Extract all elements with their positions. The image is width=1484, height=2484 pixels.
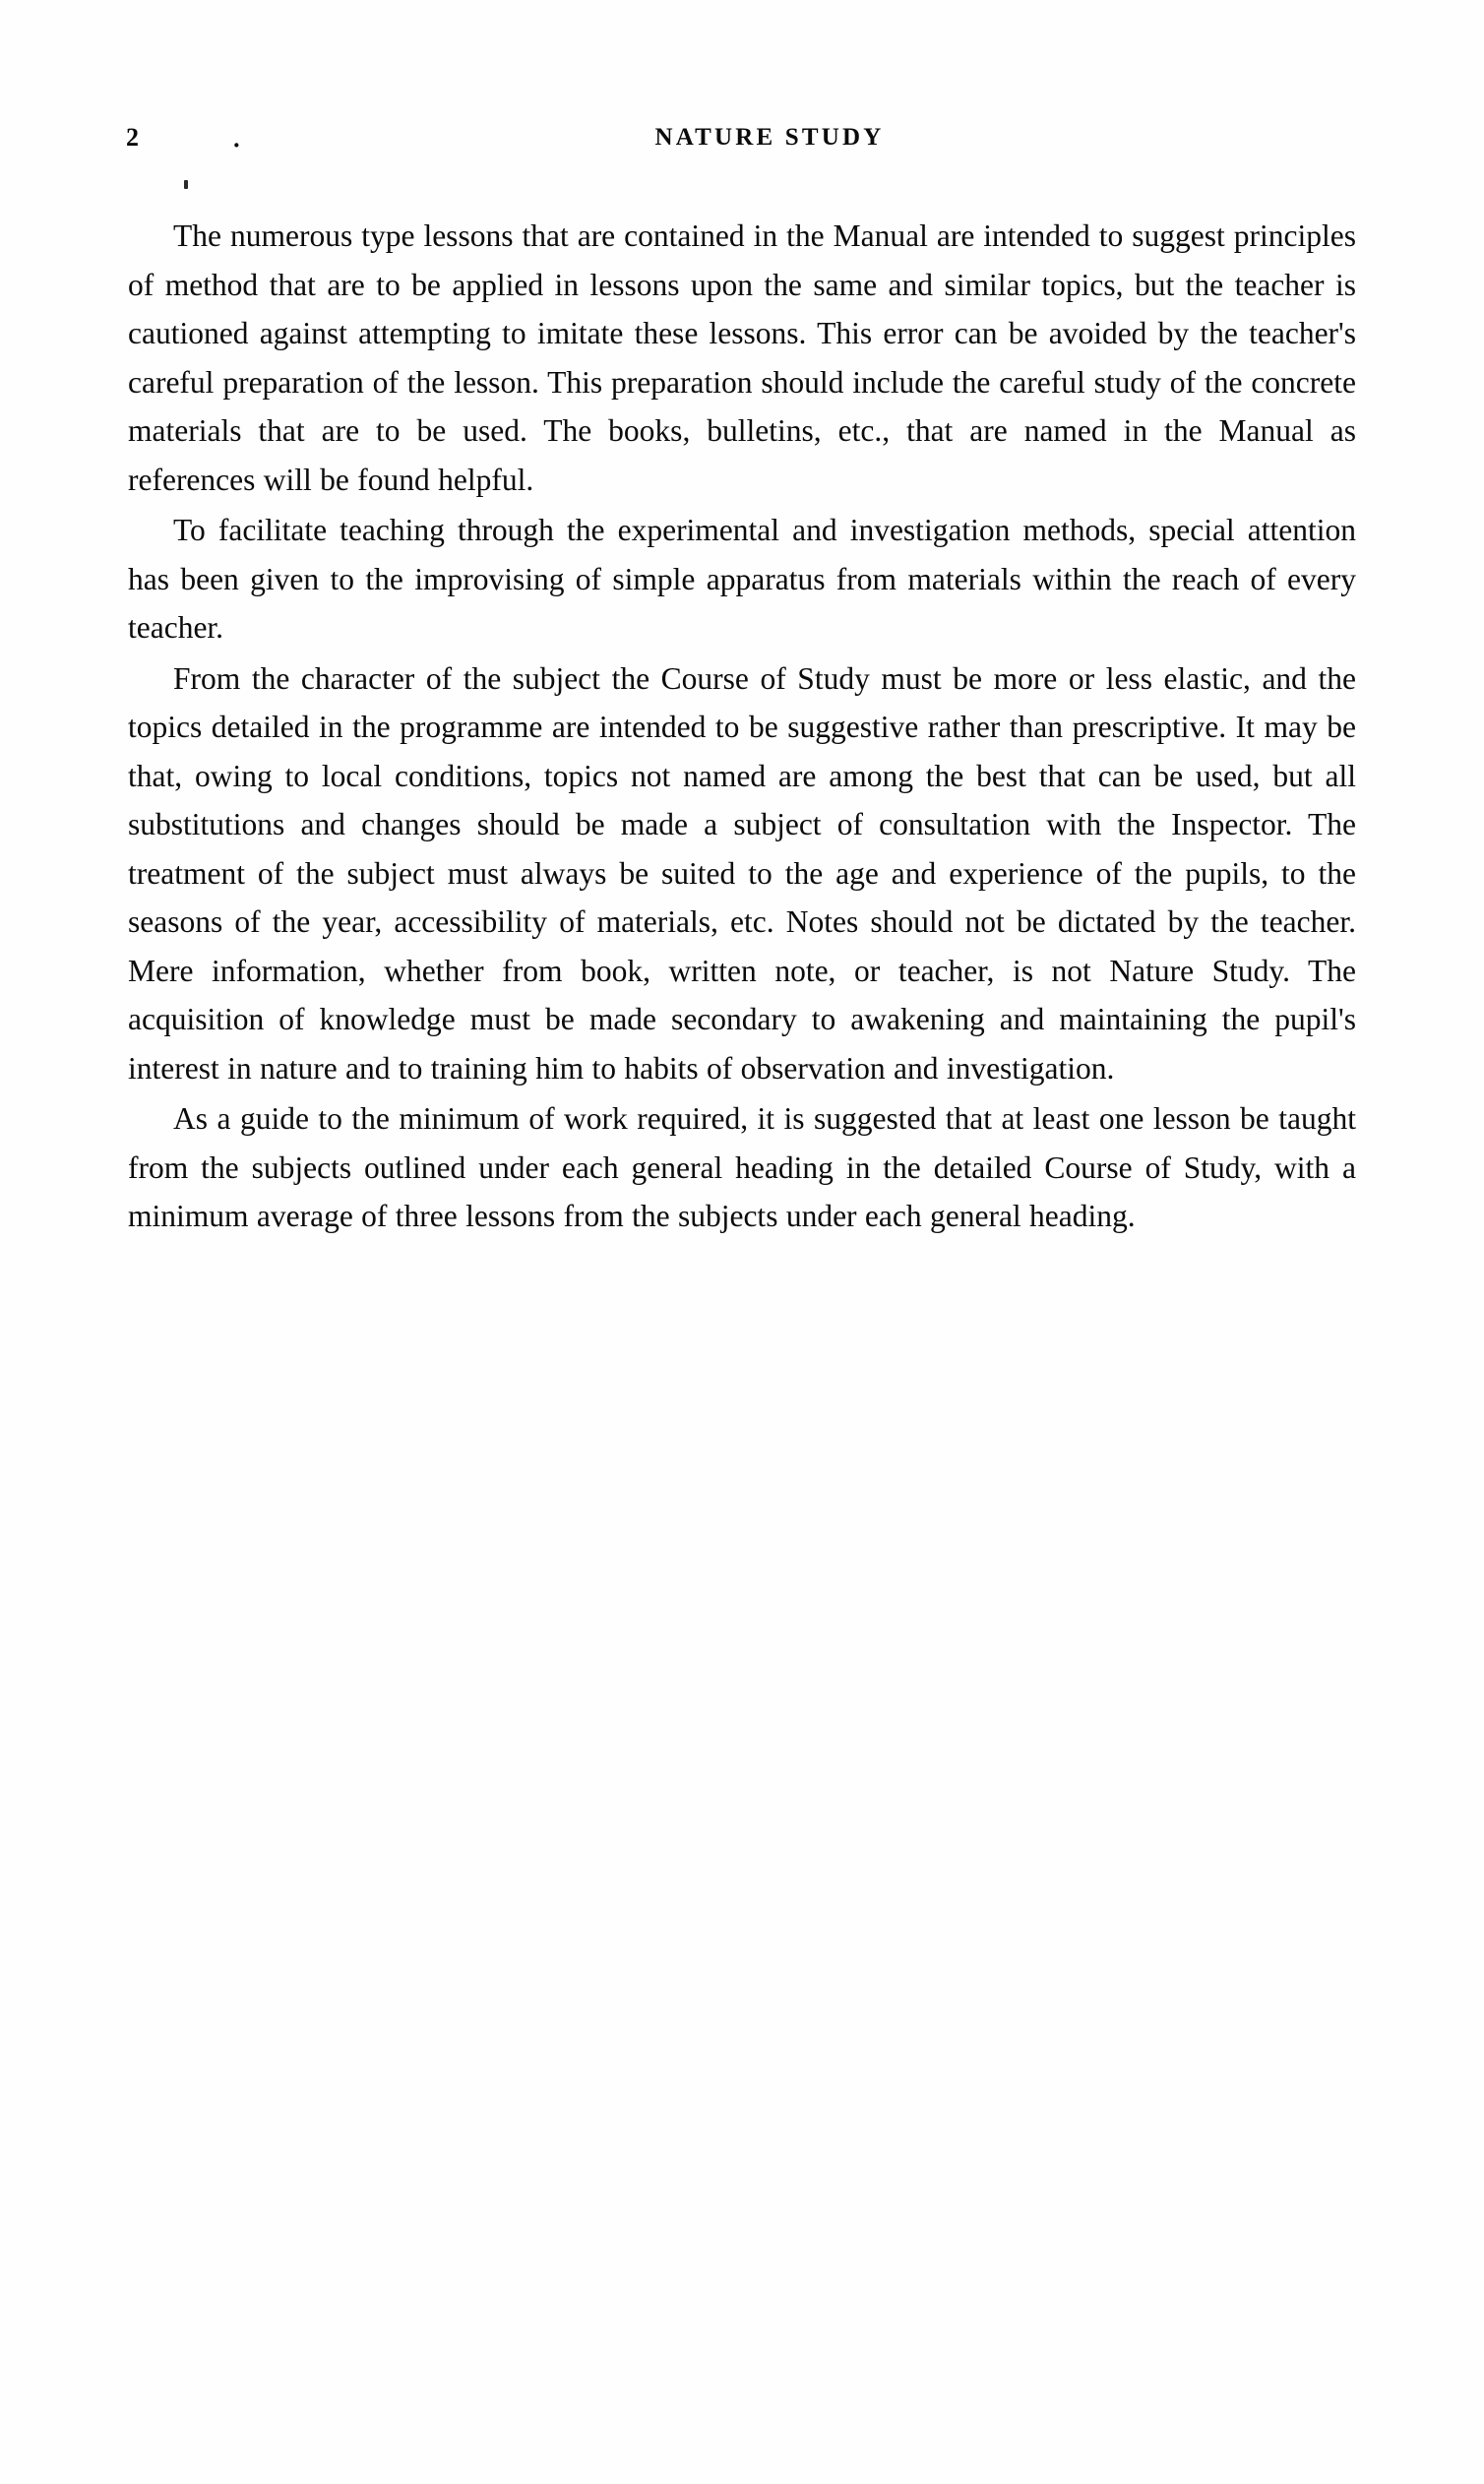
paragraph: From the character of the subject the Course of Study must be more or less elastic, and the topics detailed in the programme are intended to be suggestive rather than prescriptive. It may be that, owing to local conditions, topics not named are among the best that can be used, but all substitutions and changes should be made a subject of consultation with the Inspector. The treatment of the subject must always be suited to the age and experience of the pupils, to the seasons of the year, accessibility of materials, etc. Notes should not be dictated by the teacher. Mere information, whether from book, written note, or teacher, is not Nature Study. The acquisition of knowledge must be made secondary to awakening and maintaining the pupil's interest in nature and to training him to habits of observation and investigation. xyxy=(128,660,1356,1086)
paragraph: To facilitate teaching through the experimental and investigation methods, special attention has been given to the improvising of simple apparatus from materials within the reach of every teacher. xyxy=(128,513,1356,645)
page-number: 2 xyxy=(126,123,140,152)
ink-speck-artifact xyxy=(184,180,188,189)
folio-dot-mark: · xyxy=(232,131,241,159)
paragraph: The numerous type lessons that are contained in the Manual are intended to suggest principles of method that are to be applied in lessons upon the same and similar topics, but the teacher is cautioned against attempting to imitate these lessons. This error can be avoided by the teacher's careful preparation of the lesson. This preparation should include the careful study of the concrete materials that are to be used. The books, bulletins, etc., that are named in the Manual as references will be found helpful. xyxy=(128,218,1356,497)
body-text xyxy=(128,212,1356,1241)
running-head-title: NATURE STUDY xyxy=(654,124,885,151)
page-header xyxy=(126,123,1358,162)
paragraph: As a guide to the minimum of work required, it is suggested that at least one lesson be taught from the subjects outlined under each general heading in the detailed Course of Study, with a minimum average of three lessons from the subjects under each general heading. xyxy=(128,1101,1356,1233)
